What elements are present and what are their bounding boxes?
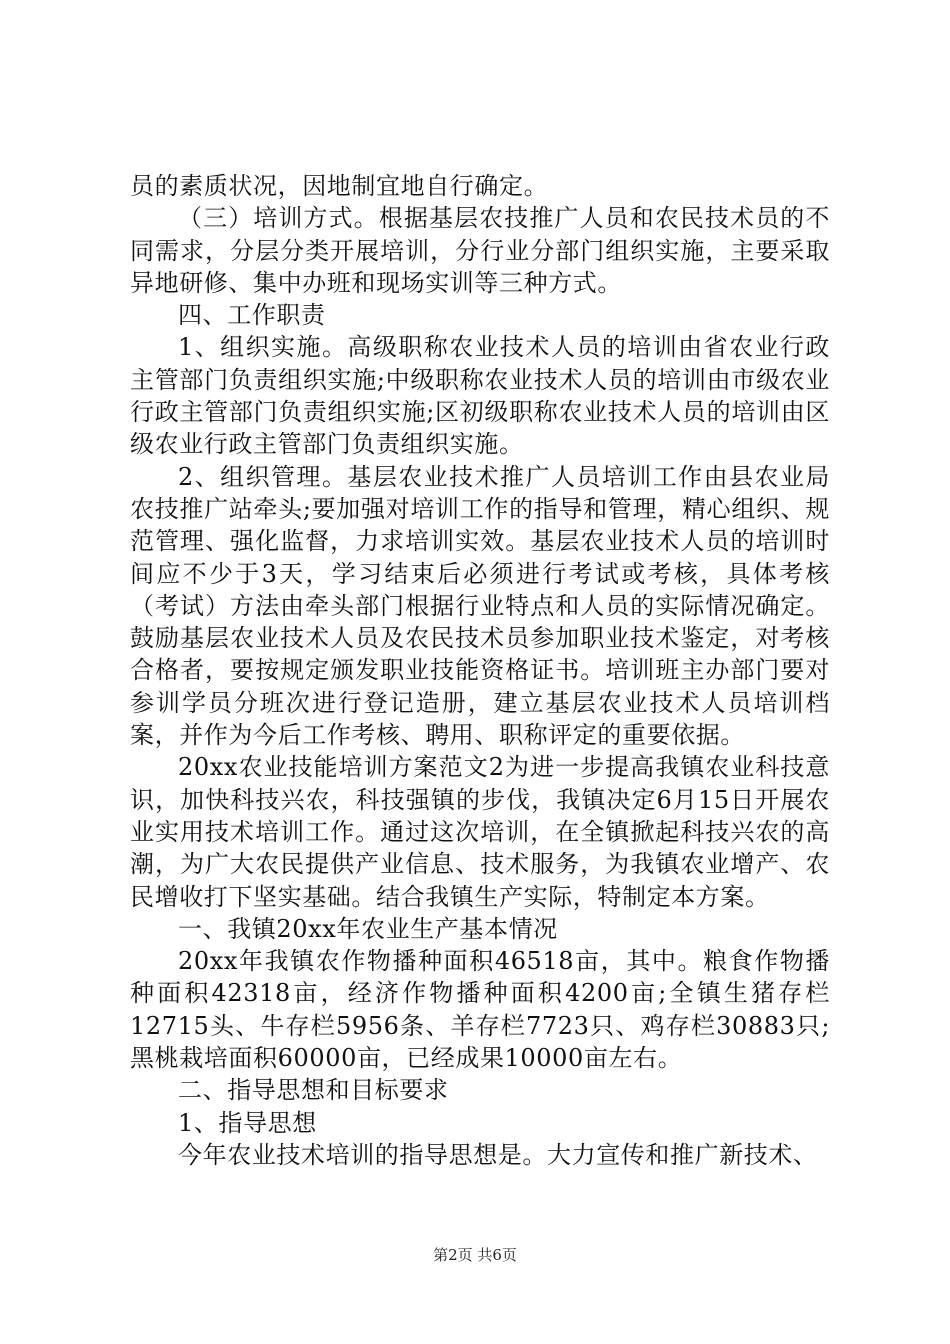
paragraph: 员的素质状况，因地制宜地自行确定。 (130, 172, 549, 200)
document-body (130, 170, 830, 1171)
page-footer: 第2页 共6页 (433, 1246, 517, 1264)
paragraph: （三）培训方式。根据基层农技推广人员和农民技术员的不同需求，分层分类开展培训，分行业分部门组织实施，主要采取异地研修、集中办班和现场实训等三种方式。 (130, 204, 830, 297)
paragraph: 20xx农业技能培训方案范文2为进一步提高我镇农业科技意识，加快科技兴农，科技强镇的步伐，我镇决定6月15日开展农业实用技术培训工作。通过这次培训，在全镇掀起科技兴农的高潮，为广大农民提供产业信息、技术服务，为我镇农业增产、农民增收打下坚实基础。结合我镇生产实际，特制定本方案。 (130, 753, 830, 911)
section-heading: 四、工作职责 (178, 301, 326, 330)
section-heading: 一、我镇20xx年农业生产基本情况 (178, 914, 558, 943)
section-heading: 二、指导思想和目标要求 (178, 1076, 449, 1105)
paragraph: 2、组织管理。基层农业技术推广人员培训工作由县农业局农技推广站牵头;要加强对培训工作的指导和管理，精心组织、规范管理、强化监督，力求培训实效。基层农业技术人员的培训时间应不少于3天，学习结束后必须进行考试或考核，具体考核（考试）方法由牵头部门根据行业特点和人员的实际情况确定。鼓励基层农业技术人员及农民技术员参加职业技术鉴定，对考核合格者，要按规定颁发职业技能资格证书。培训班主办部门要对参训学员分班次进行登记造册，建立基层农业技术人员培训档案，并作为今后工作考核、聘用、职称评定的重要依据。 (130, 462, 830, 750)
paragraph: 今年农业技术培训的指导思想是。大力宣传和推广新技术、 (178, 1140, 818, 1169)
subsection-heading: 1、指导思想 (178, 1108, 317, 1137)
paragraph: 1、组织实施。高级职称农业技术人员的培训由省农业行政主管部门负责组织实施;中级职称农业技术人员的培训由市级农业行政主管部门负责组织实施;区初级职称农业技术人员的培训由区级农业行政主管部门负责组织实施。 (130, 333, 830, 459)
paragraph: 20xx年我镇农作物播种面积46518亩，其中。粮食作物播种面积42318亩，经济作物播种面积4200亩;全镇生猪存栏12715头、牛存栏5956条、羊存栏7723只、鸡存栏30883只;黑桃栽培面积60000亩，已经成果10000亩左右。 (130, 947, 830, 1073)
